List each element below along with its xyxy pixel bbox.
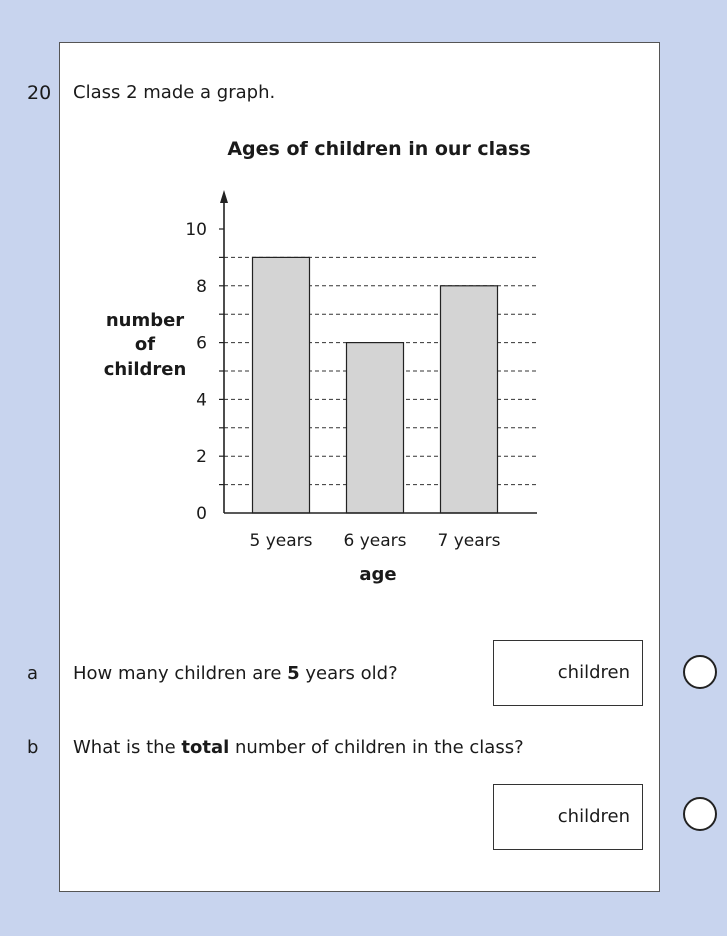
part-b-bold: total [181,737,230,758]
y-axis-arrow [220,190,228,203]
part-b-text-2: number of children in the class? [229,737,524,758]
x-axis-label: age [359,564,397,585]
bar [441,286,498,513]
y-axis-label-line-1: number [105,310,185,331]
answer-unit-a: children [557,662,630,683]
question-stem: Class 2 made a graph. [73,82,276,103]
mark-circle-b [683,797,717,831]
x-tick-label: 7 years [437,531,501,551]
part-a-text-2: years old? [299,663,398,684]
y-axis-label-line-2: of [134,334,156,355]
part-a-letter: a [27,663,39,684]
answer-unit-b: children [557,806,630,827]
part-a-bold: 5 [287,663,300,684]
y-tick-label: 2 [196,447,207,468]
part-b-letter: b [27,737,39,758]
answer-box-b[interactable] [493,784,643,850]
mark-circle-a [683,655,717,689]
question-number: 20 [27,82,52,104]
bar [347,343,404,513]
x-tick-labels [249,531,500,551]
part-b-question [73,737,524,758]
y-tick-label: 4 [196,390,207,411]
y-tick-label: 0 [196,504,207,524]
bars [253,257,498,513]
answer-box-a[interactable] [493,640,643,706]
y-tick-label: 6 [196,333,207,354]
x-tick-label: 6 years [343,531,407,551]
chart-title: Ages of children in our class [227,138,531,160]
y-tick-label: 8 [196,276,207,297]
part-a-question [73,663,398,684]
bar [253,257,310,513]
y-tick-label: 10 [185,220,207,240]
x-tick-label: 5 years [249,531,313,551]
part-a-text-1: How many children are [73,663,288,684]
y-tick-labels [185,220,207,524]
y-axis-label-line-3: children [103,359,187,380]
part-b-text-1: What is the [73,737,182,758]
